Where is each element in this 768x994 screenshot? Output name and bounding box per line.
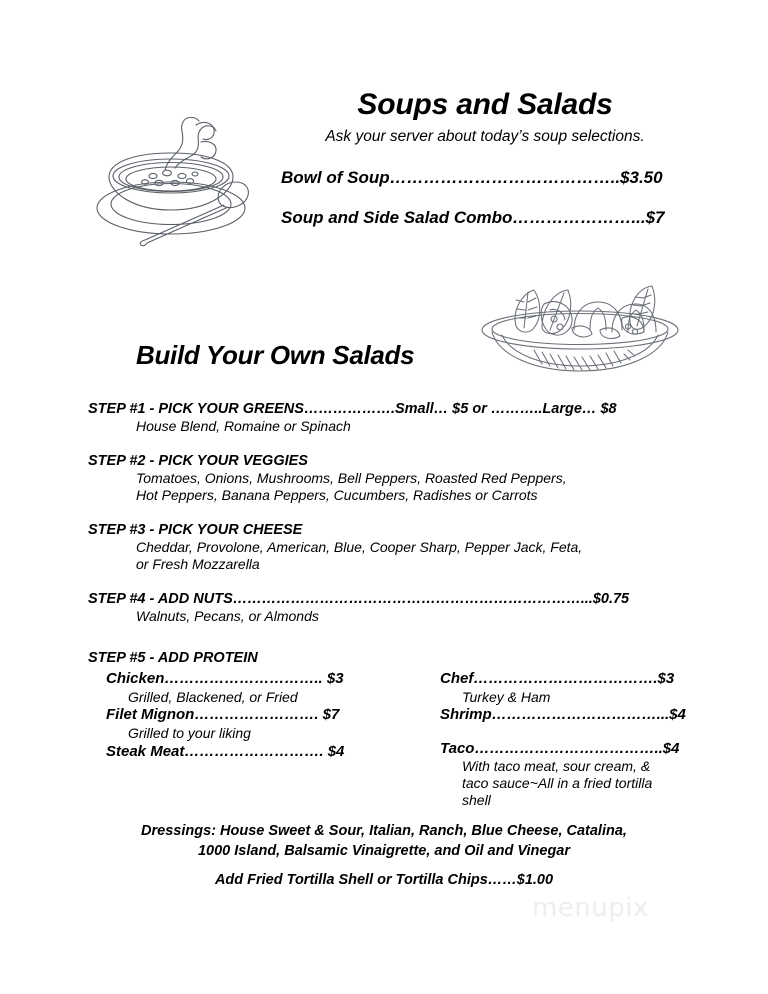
protein-item [440, 669, 690, 705]
salad-steps-list [88, 401, 700, 640]
salad-step [88, 522, 700, 574]
salad-step [88, 453, 700, 505]
protein-item-sub: Turkey & Ham [462, 688, 551, 705]
salad-step-description: Cheddar, Provolone, American, Blue, Cooper Sharp, Pepper Jack, Feta, or Fresh Mozzarella [136, 538, 583, 573]
salad-step-heading: STEP #3 - PICK YOUR CHEESE [88, 521, 303, 538]
protein-item [440, 705, 690, 725]
soup-item-price: $7 [645, 208, 665, 227]
soup-item-dots: ………………………………….. [389, 168, 621, 187]
protein-item-name: Taco………………………………..$4 [440, 739, 680, 757]
salad-bowl-icon [472, 268, 688, 380]
build-your-own-salads-title: Build Your Own Salads [136, 340, 415, 370]
salad-step-heading: STEP #1 - PICK YOUR GREENS……………….Small… $5 or ………..Large… $8 [88, 401, 617, 417]
soup-bowl-icon [83, 112, 269, 248]
salad-step-description: Tomatoes, Onions, Mushrooms, Bell Peppers, Roasted Red Peppers, Hot Peppers, Banana Peppers, Cucumbers, Radishes or Carrots [136, 469, 567, 504]
protein-item-name: Chicken………………………….. $3 [106, 670, 344, 687]
protein-section [88, 650, 700, 808]
protein-column-right [440, 669, 690, 809]
add-on-text: Add Fried Tortilla Shell or Tortilla Chips……$1.00 [214, 872, 554, 888]
menupix-watermark: menupix [532, 893, 649, 923]
protein-item [440, 739, 690, 809]
salad-step-heading: STEP #2 - PICK YOUR VEGGIES [88, 452, 308, 469]
protein-item-name: Shrimp……………………………...$4 [440, 706, 686, 724]
dressings-text: Dressings: House Sweet & Sour, Italian, Ranch, Blue Cheese, Catalina, 1000 Island, Balsamic Vinaigrette, and Oil and Vinegar [141, 823, 627, 859]
protein-heading: STEP #5 - ADD PROTEIN [88, 650, 258, 666]
protein-item [106, 705, 416, 741]
salad-step-description: Walnuts, Pecans, or Almonds [136, 607, 319, 624]
soups-subtitle: Ask your server about today’s soup selections. [325, 128, 645, 145]
salad-step [88, 591, 700, 626]
soup-item-dots: …………………... [512, 208, 646, 227]
salad-step-description: House Blend, Romaine or Spinach [136, 418, 351, 435]
soups-and-salads-title: Soups and Salads [357, 88, 613, 121]
protein-column-left [106, 669, 416, 761]
soup-item-row [281, 208, 665, 228]
protein-item-name: Filet Mignon……………………. $7 [106, 706, 340, 724]
protein-item-sub: With taco meat, sour cream, & taco sauce~All in a fried tortilla shell [462, 758, 653, 808]
salad-step-heading: STEP #4 - ADD NUTS………………………………………………………………...$0.75 [88, 590, 630, 607]
protein-item-name: Steak Meat………………………. $4 [106, 742, 345, 760]
protein-item [106, 742, 416, 762]
protein-column-spacer [440, 725, 690, 739]
soup-item-row [281, 168, 663, 188]
soup-item-label: Soup and Side Salad Combo [281, 208, 513, 227]
protein-item-sub: Grilled, Blackened, or Fried [128, 688, 298, 705]
salad-step [88, 401, 700, 436]
protein-item-name: Chef……………………………….$3 [440, 670, 675, 687]
protein-item [106, 669, 416, 705]
soup-item-label: Bowl of Soup [281, 168, 390, 187]
soup-item-price: $3.50 [620, 168, 663, 187]
protein-item-sub: Grilled to your liking [128, 724, 251, 741]
watermark-ghost-icon [556, 868, 595, 884]
